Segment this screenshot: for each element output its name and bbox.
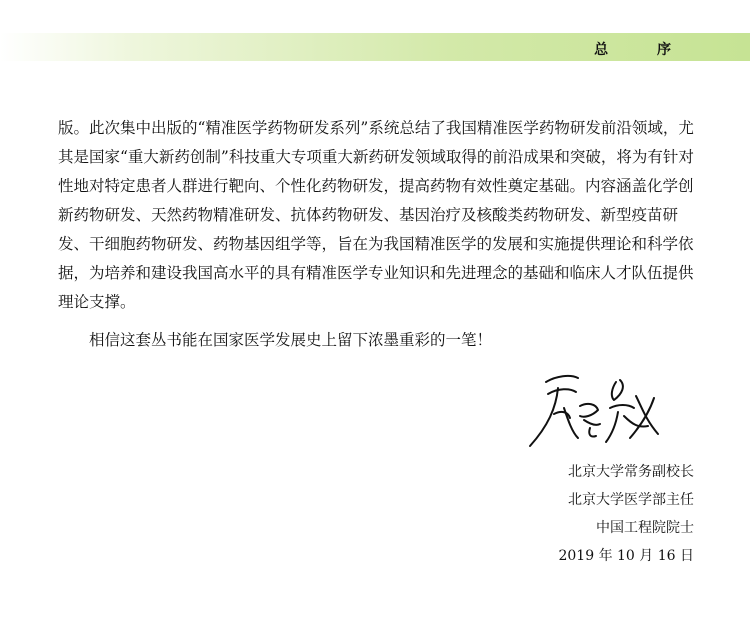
body-text xyxy=(58,114,698,355)
signature-block xyxy=(558,458,694,570)
signer-title-3: 中国工程院院士 xyxy=(596,520,694,536)
handwritten-signature xyxy=(518,368,668,458)
section-title: 总 序 xyxy=(594,42,693,58)
paragraph-closing: 相信这套丛书能在国家医学发展史上留下浓墨重彩的一笔！ xyxy=(89,331,493,349)
signer-title-2: 北京大学医学部主任 xyxy=(568,492,694,508)
signer-title-1: 北京大学常务副校长 xyxy=(568,464,694,480)
paragraph-main: 版。此次集中出版的“精准医学药物研发系列”系统总结了我国精准医学药物研发前沿领域，尤其是国家“重大新药创制”科技重大专项重大新药研发领域取得的前沿成果和突破，将为有针对性地对特定患者人群进行靶向、个性化药物研发，提高药物有效性奠定基础。内容涵盖化学创新药物研发、天然药物精准研发、抗体药物研发、基因治疗及核酸类药物研发、新型疫苗研发、干细胞药物研发、药物基因组学等，旨在为我国精准医学的发展和实施提供理论和科学依据，为培养和建设我国高水平的具有精准医学专业知识和先进理念的基础和临床人才队伍提供理论支撑。 xyxy=(58,119,694,311)
signature-date: 2019 年 10 月 16 日 xyxy=(558,548,694,564)
